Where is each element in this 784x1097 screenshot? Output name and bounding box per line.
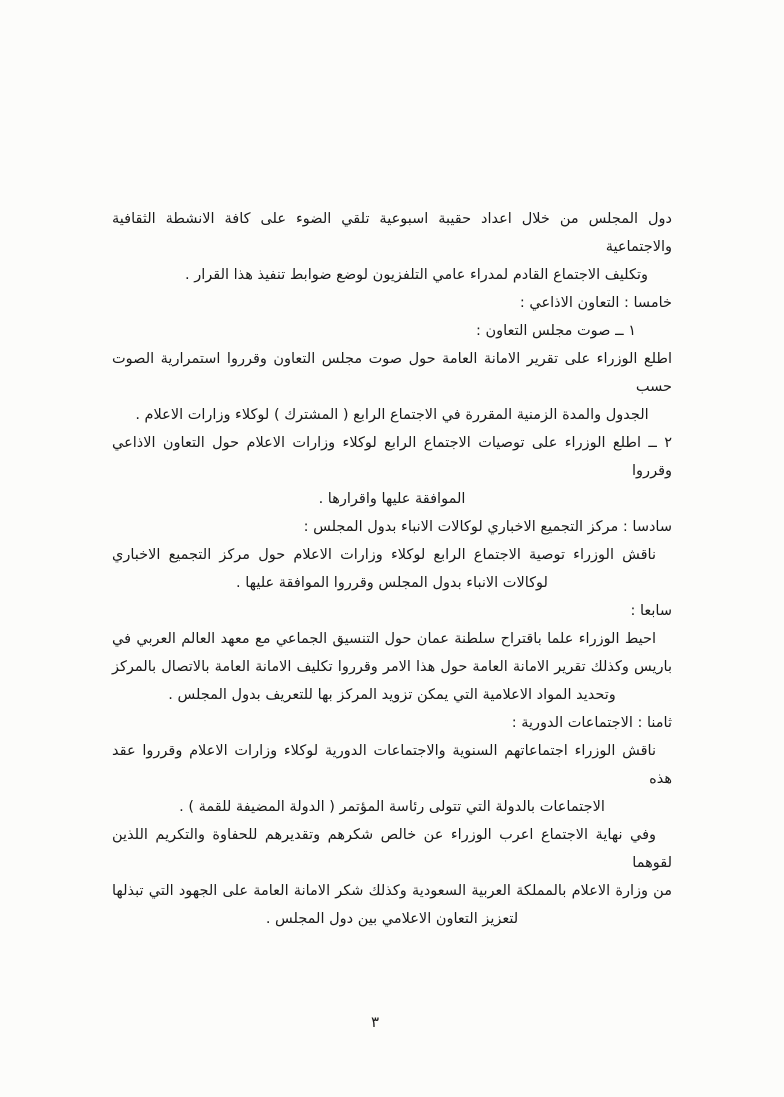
text-line: الاجتماعات بالدولة التي تتولى رئاسة المؤتمر ( الدولة المضيفة للقمة ) . (179, 799, 605, 815)
text-line: لتعزيز التعاون الاعلامي بين دول المجلس . (265, 911, 519, 927)
text-line: ٢ ــ اطلع الوزراء على توصيات الاجتماع الرابع لوكلاء وزارات الاعلام حول التعاون الاذاعي وقرروا (112, 435, 672, 479)
text-line: دول المجلس من خلال اعداد حقيبة اسبوعية تلقي الضوء على كافة الانشطة الثقافية والاجتماعية (112, 211, 672, 255)
text-line: احيط الوزراء علما باقتراح سلطنة عمان حول التنسيق الجماعي مع معهد العالم العربي في (112, 631, 656, 647)
text-line: من وزارة الاعلام بالمملكة العربية السعودية وكذلك شكر الامانة العامة على الجهود التي تبذلها (112, 883, 672, 899)
text-line: وتحديد المواد الاعلامية التي يمكن تزويد المركز بها للتعريف بدول المجلس . (168, 687, 616, 703)
paragraph-closing-thanks (112, 821, 672, 933)
text-line: لوكالات الانباء بدول المجلس وقرروا الموافقة عليها . (236, 575, 548, 591)
paragraph-periodic-meetings (112, 737, 672, 821)
text-line: اطلع الوزراء على تقرير الامانة العامة حول صوت مجلس التعاون وقرروا استمرارية الصوت حسب (112, 351, 672, 395)
text-line: ناقش الوزراء اجتماعاتهم السنوية والاجتماعات الدورية لوكلاء وزارات الاعلام وقرروا عقد هذه (112, 743, 672, 787)
item-one-voice-of-gcc (112, 317, 672, 345)
item-two-radio-recommendations (112, 429, 672, 513)
text-line: الجدول والمدة الزمنية المقررة في الاجتماع الرابع ( المشترك ) لوكلاء وزارات الاعلام . (135, 407, 649, 423)
paragraph-weekly-program (112, 205, 672, 289)
heading-sixth-news-pooling-center (112, 513, 672, 541)
numbered-item-heading: ١ ــ صوت مجلس التعاون : (476, 323, 636, 339)
text-line: ناقش الوزراء توصية الاجتماع الرابع لوكلاء وزارات الاعلام حول مركز التجميع الاخباري (112, 547, 656, 563)
heading-fifth-radio-cooperation (112, 289, 672, 317)
text-line: الموافقة عليها واقرارها . (318, 491, 466, 507)
paragraph-news-pooling-center (112, 541, 672, 597)
heading-seventh (112, 597, 672, 625)
section-heading: خامسا : التعاون الاذاعي : (519, 295, 672, 311)
section-heading: سابعا : (630, 603, 672, 619)
section-heading: ثامنا : الاجتماعات الدورية : (511, 715, 672, 731)
paragraph-voice-of-gcc-report (112, 345, 672, 429)
text-line: وفي نهاية الاجتماع اعرب الوزراء عن خالص شكرهم وتقديرهم للحفاوة والتكريم اللذين لقوهما (112, 827, 672, 871)
paragraph-arab-world-institute (112, 625, 672, 709)
text-line: وتكليف الاجتماع القادم لمدراء عامي التلفزيون لوضع ضوابط تنفيذ هذا القرار . (185, 267, 648, 283)
text-line: باريس وكذلك تقرير الامانة العامة حول هذا الامر وقرروا تكليف الامانة العامة بالاتصال بالمركز (112, 659, 672, 675)
page-number: ٣ (370, 1013, 380, 1031)
heading-eighth-periodic-meetings (112, 709, 672, 737)
section-heading: سادسا : مركز التجميع الاخباري لوكالات الانباء بدول المجلس : (303, 519, 672, 535)
